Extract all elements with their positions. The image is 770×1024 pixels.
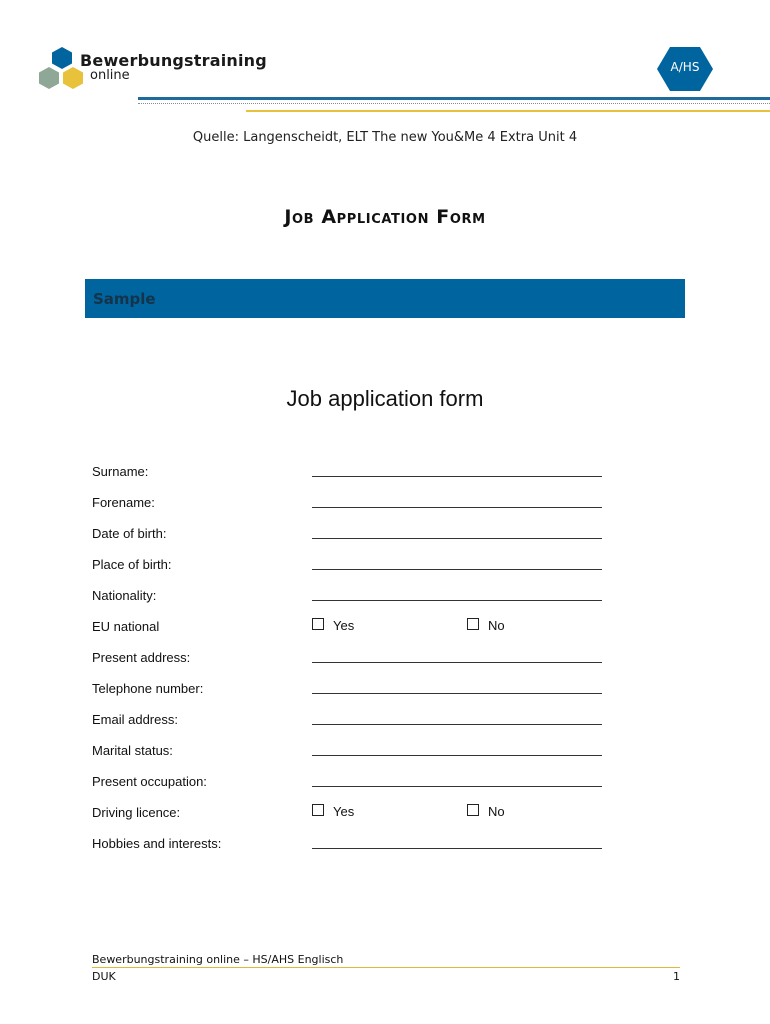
form-field-label: Present occupation:: [92, 774, 207, 789]
footer-rule: [92, 967, 680, 968]
form-field-label: Surname:: [92, 464, 149, 479]
form-row: [92, 834, 612, 854]
form-row: [92, 462, 612, 482]
source-citation: Quelle: Langenscheidt, ELT The new You&Me 4 Extra Unit 4: [192, 130, 578, 145]
form-row: [92, 586, 612, 606]
form-field-label: Hobbies and interests:: [92, 836, 222, 851]
form-title: Job application form: [286, 386, 484, 411]
checkbox-label: No: [488, 618, 505, 633]
form-row: [92, 648, 612, 668]
checkbox-icon[interactable]: [467, 804, 479, 816]
sample-banner-label: Sample: [93, 290, 156, 308]
form-field-label: Date of birth:: [92, 526, 167, 541]
form-field-label: Email address:: [92, 712, 178, 727]
page-number: 1: [673, 970, 680, 983]
checkbox-icon[interactable]: [312, 618, 324, 630]
form-field-input-line[interactable]: [312, 693, 602, 694]
form-field-label: Marital status:: [92, 743, 173, 758]
form-field-label: Driving licence:: [92, 805, 181, 820]
form-field-input-line[interactable]: [312, 600, 602, 601]
page-title: Job Application Form: [284, 206, 486, 228]
logo-hexagon-blue: [52, 47, 72, 69]
form-row: [92, 493, 612, 513]
checkbox-label: No: [488, 804, 505, 819]
logo-hexagon-gray: [39, 67, 59, 89]
form-row: [92, 803, 612, 823]
form-field-label: Telephone number:: [92, 681, 204, 696]
form-field-label: Place of birth:: [92, 557, 172, 572]
form-field-label: Nationality:: [92, 588, 157, 603]
form-field-input-line[interactable]: [312, 662, 602, 663]
form-row: [92, 555, 612, 575]
form-field-input-line[interactable]: [312, 538, 602, 539]
form-row: [92, 772, 612, 792]
form-field-input-line[interactable]: [312, 507, 602, 508]
footer-title: Bewerbungstraining online – HS/AHS Englisch: [92, 953, 344, 966]
checkbox-label: Yes: [333, 618, 355, 633]
form-field-input-line[interactable]: [312, 476, 602, 477]
ahs-badge-label: A/HS: [670, 60, 700, 74]
header-rule-blue: [138, 97, 770, 100]
form-field-input-line[interactable]: [312, 755, 602, 756]
form-field-input-line[interactable]: [312, 569, 602, 570]
form-row: [92, 524, 612, 544]
sample-banner: [85, 279, 685, 318]
logo-subtitle: online: [90, 68, 130, 83]
header-rule-dotted: [138, 103, 770, 104]
form-field-input-line[interactable]: [312, 848, 602, 849]
form-field-input-line[interactable]: [312, 724, 602, 725]
footer-author: DUK: [92, 970, 116, 983]
logo-title: Bewerbungstraining: [80, 51, 267, 70]
checkbox-icon[interactable]: [467, 618, 479, 630]
form-row: [92, 741, 612, 761]
form-row: [92, 710, 612, 730]
header-rule-yellow: [246, 110, 770, 112]
form-field-label: EU national: [92, 619, 160, 634]
form-field-label: Present address:: [92, 650, 191, 665]
checkbox-icon[interactable]: [312, 804, 324, 816]
form-field-input-line[interactable]: [312, 786, 602, 787]
form-field-label: Forename:: [92, 495, 155, 510]
form-row: [92, 617, 612, 637]
logo-hexagon-yellow: [63, 67, 83, 89]
form-row: [92, 679, 612, 699]
checkbox-label: Yes: [333, 804, 355, 819]
